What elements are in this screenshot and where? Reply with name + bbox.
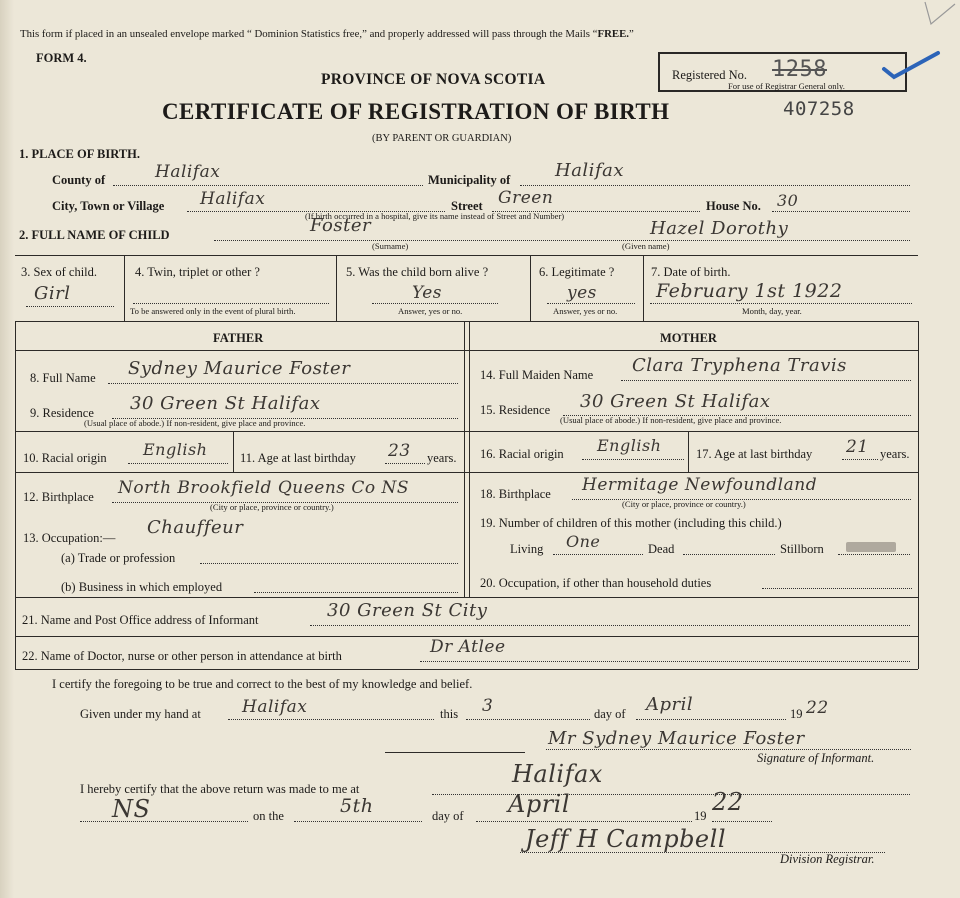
father-racial-line [128, 463, 228, 464]
father-trade-line [200, 563, 458, 564]
mother-name-line [621, 380, 911, 381]
municipality-value: Halifax [555, 160, 624, 181]
father-occupation-label: 13. Occupation:— [23, 531, 116, 545]
pencil-mark-icon [915, 0, 960, 32]
rows-left-border [15, 597, 16, 669]
month-value-2: April [508, 790, 571, 818]
father-residence-label: 9. Residence [30, 406, 94, 420]
postal-notice-text: This form if placed in an unsealed envelope marked “ Dominion Statistics free,” and properly addressed will pass through the Mails “ [20, 28, 598, 40]
hereby-certify-label: I hereby certify that the above return was made to me at [80, 782, 360, 796]
mother-birthplace-value: Hermitage Newfoundland [582, 475, 818, 495]
father-age-label: 11. Age at last birthday [240, 451, 356, 465]
short-rule [385, 752, 525, 753]
mother-residence-value: 30 Green St Halifax [580, 391, 771, 412]
registrar-use-note: For use of Registrar General only. [728, 81, 845, 91]
mother-age-divider [688, 431, 689, 472]
father-name-label: 8. Full Name [30, 371, 96, 385]
informant-line [310, 625, 910, 626]
mother-living-line [553, 554, 643, 555]
on-the-value: 5th [340, 795, 374, 817]
mother-dead-line [683, 554, 775, 555]
given-name-caption: (Given name) [622, 241, 670, 251]
year-prefix-2: 19 [694, 809, 707, 823]
row3-divider-4 [643, 255, 644, 321]
father-racial-value: English [143, 440, 208, 459]
check-mark-icon [880, 45, 945, 85]
mother-name-value: Clara Tryphena Travis [632, 355, 847, 376]
father-residence-value: 30 Green St Halifax [130, 393, 321, 414]
father-heading: FATHER [213, 331, 264, 345]
informant-value: 30 Green St City [327, 600, 488, 621]
father-age-divider [233, 431, 234, 472]
panel-heading-rule [15, 350, 918, 351]
father-trade-label: (a) Trade or profession [61, 551, 176, 565]
hereby-prefix-line [80, 821, 248, 822]
mother-age-value: 21 [846, 437, 869, 457]
date-of-birth-note: Month, day, year. [742, 306, 802, 316]
panel-mid-rule-2 [15, 472, 918, 473]
sex-label: 3. Sex of child. [21, 265, 98, 279]
child-name-line [214, 240, 910, 241]
postal-notice-end: ” [628, 28, 634, 40]
doctor-value: Dr Atlee [430, 637, 506, 657]
row3-divider-2 [336, 255, 337, 321]
father-business-line [254, 592, 458, 593]
father-age-unit: years. [427, 451, 457, 465]
house-value: 30 [777, 191, 799, 210]
mother-age-label: 17. Age at last birthday [696, 447, 813, 461]
doctor-rule [15, 669, 918, 670]
given-place-value: Halifax [242, 697, 308, 717]
sex-line [26, 306, 114, 307]
legitimate-line [547, 303, 635, 304]
mother-heading: MOTHER [660, 331, 717, 345]
father-residence-note: (Usual place of abode.) If non-resident, give place and province. [84, 418, 306, 428]
year-line-2 [712, 821, 772, 822]
mother-dead-label: Dead [648, 542, 675, 556]
legitimate-note: Answer, yes or no. [553, 306, 618, 316]
mother-name-label: 14. Full Maiden Name [480, 368, 594, 382]
house-line [772, 211, 910, 212]
row3-top-rule [15, 255, 918, 256]
panel-center-divider-1 [464, 321, 465, 597]
day-line [466, 719, 590, 720]
year-prefix: 19 [790, 707, 803, 721]
twin-line [133, 303, 329, 304]
row3-divider-3 [530, 255, 531, 321]
alive-note: Answer, yes or no. [398, 306, 463, 316]
this-label: this [440, 707, 459, 721]
informant-label: 21. Name and Post Office address of Informant [22, 613, 259, 627]
father-name-line [108, 383, 458, 384]
postal-notice-free: FREE. [597, 28, 629, 40]
postal-notice [20, 27, 634, 41]
legitimate-label: 6. Legitimate ? [539, 265, 615, 279]
father-occupation-value: Chauffeur [147, 517, 244, 538]
certificate-title: CERTIFICATE OF REGISTRATION OF BIRTH [162, 99, 670, 124]
father-business-label: (b) Business in which employed [61, 580, 223, 594]
mother-living-label: Living [510, 542, 544, 556]
alive-value: Yes [412, 283, 443, 303]
hereby-place-line [432, 794, 910, 795]
sex-value: Girl [34, 283, 71, 304]
informant-signature-line [546, 749, 911, 750]
certify-statement: I certify the foregoing to be true and correct to the best of my knowledge and belief. [52, 677, 473, 691]
city-label: City, Town or Village [52, 199, 165, 213]
mother-stillborn-smudge [846, 542, 896, 552]
day-value: 3 [482, 696, 494, 716]
city-value: Halifax [200, 189, 266, 209]
informant-signature-caption: Signature of Informant. [757, 751, 875, 765]
mother-residence-note: (Usual place of abode.) If non-resident, give place and province. [560, 415, 782, 425]
hospital-note: (If birth occurred in a hospital, give its name instead of Street and Number) [305, 211, 565, 221]
registered-number-value: 1258 [772, 57, 827, 82]
mother-stillborn-line [838, 554, 910, 555]
on-the-line [294, 821, 422, 822]
mother-stillborn-label: Stillborn [780, 542, 824, 556]
father-birthplace-label: 12. Birthplace [23, 490, 94, 504]
mother-birthplace-label: 18. Birthplace [480, 487, 551, 501]
given-under-hand-label: Given under my hand at [80, 707, 201, 721]
legitimate-value: yes [567, 283, 597, 303]
mother-racial-label: 16. Racial origin [480, 447, 564, 461]
month-line-2 [476, 821, 692, 822]
surname-caption: (Surname) [372, 241, 409, 251]
rows-right-border [918, 597, 919, 669]
municipality-label: Municipality of [428, 173, 511, 187]
mother-racial-value: English [597, 436, 662, 455]
panel-center-divider-2 [469, 321, 470, 597]
form-number: FORM 4. [36, 51, 87, 65]
date-of-birth-label: 7. Date of birth. [651, 265, 731, 279]
county-line [113, 185, 423, 186]
panel-bottom-rule [15, 597, 918, 598]
registrar-caption: Division Registrar. [780, 852, 875, 866]
mother-living-value: One [566, 532, 601, 551]
father-name-value: Sydney Maurice Foster [128, 358, 351, 379]
alive-label: 5. Was the child born alive ? [346, 265, 489, 279]
panel-left-border [15, 321, 16, 597]
twin-label: 4. Twin, triplet or other ? [135, 265, 260, 279]
certificate-subtitle: (BY PARENT OR GUARDIAN) [372, 133, 512, 144]
mother-children-label: 19. Number of children of this mother (including this child.) [480, 516, 782, 530]
mother-occupation-label: 20. Occupation, if other than household duties [480, 576, 712, 590]
doctor-label: 22. Name of Doctor, nurse or other person in attendance at birth [22, 649, 342, 663]
place-of-birth-heading: 1. PLACE OF BIRTH. [19, 147, 140, 161]
father-birthplace-value: North Brookfield Queens Co NS [118, 478, 410, 498]
doctor-line [420, 661, 910, 662]
panel-right-border [918, 321, 919, 597]
street-label: Street [451, 199, 483, 213]
day-of-label-2: day of [432, 809, 464, 823]
date-of-birth-value: February 1st 1922 [656, 280, 843, 302]
row3-divider-1 [124, 255, 125, 321]
registered-number-box [658, 52, 907, 92]
hereby-prefix-value: NS [112, 795, 151, 823]
twin-note: To be answered only in the event of plural birth. [130, 306, 296, 316]
county-label: County of [52, 173, 106, 187]
on-the-label: on the [253, 809, 284, 823]
municipality-line [520, 185, 910, 186]
mother-occupation-line [762, 588, 912, 589]
day-of-label: day of [594, 707, 626, 721]
county-value: Halifax [155, 162, 221, 182]
month-line [636, 719, 786, 720]
father-racial-label: 10. Racial origin [23, 451, 107, 465]
child-given-name: Hazel Dorothy [650, 218, 789, 239]
father-birthplace-note: (City or place, province or country.) [210, 502, 334, 512]
date-of-birth-line [650, 303, 912, 304]
mother-racial-line [582, 459, 684, 460]
mother-age-unit: years. [880, 447, 910, 461]
mother-birthplace-note: (City or place, province or country.) [622, 499, 746, 509]
given-place-line [228, 719, 434, 720]
mother-residence-label: 15. Residence [480, 403, 551, 417]
stamp-number: 407258 [783, 98, 855, 120]
street-value: Green [498, 188, 554, 208]
registrar-signature: Jeff H Campbell [525, 825, 726, 853]
province-heading: PROVINCE OF NOVA SCOTIA [321, 71, 546, 88]
alive-line [372, 303, 498, 304]
mother-age-line [842, 459, 878, 460]
house-label: House No. [706, 199, 761, 213]
child-surname: Foster [310, 215, 372, 236]
paper-edge [0, 0, 14, 898]
informant-signature: Mr Sydney Maurice Foster [548, 728, 805, 749]
father-age-value: 23 [388, 441, 411, 461]
hereby-place-value: Halifax [512, 760, 603, 788]
father-age-line [385, 463, 425, 464]
row3-bottom-rule [15, 321, 918, 322]
registered-number-label: Registered No. [672, 68, 747, 82]
month-value: April [646, 694, 694, 715]
year-value-2: 22 [712, 788, 744, 816]
panel-mid-rule-1 [15, 431, 918, 432]
child-name-label: 2. FULL NAME OF CHILD [19, 228, 170, 242]
year-value: 22 [806, 698, 829, 718]
